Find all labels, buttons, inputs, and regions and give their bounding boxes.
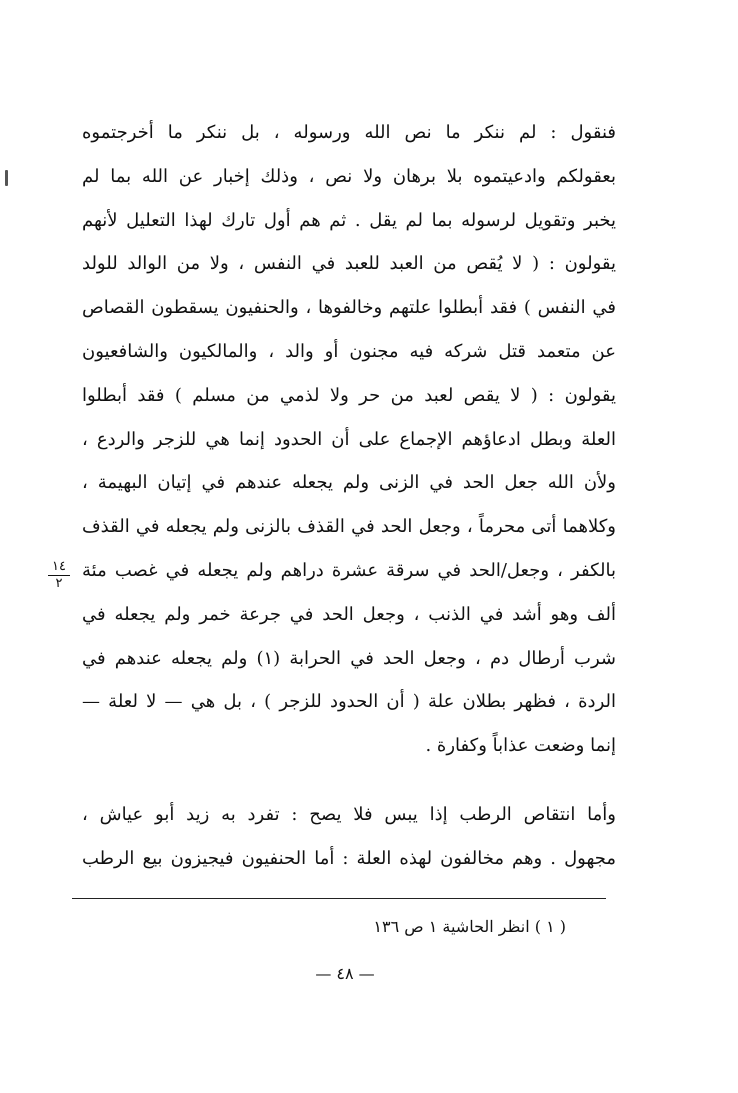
main-paragraph (82, 111, 616, 768)
text-line: يقولون : ( لا يقص لعبد من حر ولا لذمي من مسلم ) فقد أبطلوا (82, 384, 616, 406)
text-line: وأما انتقاص الرطب إذا يبس فلا يصح : تفرد به زيد أبو عياش ، (82, 804, 616, 825)
text-line: ولأن الله جعل الحد في الزنى ولم يجعله عندهم في إتيان البهيمة ، (82, 472, 616, 494)
margin-reference-bottom: ٢ (55, 576, 63, 591)
text-line: ألف وهو أشد في الذنب ، وجعل الحد في جرعة خمر ولم يجعله في (82, 603, 616, 625)
text-line: في النفس ) فقد أبطلوا علتهم وخالفوها ، والحنفيون يسقطون القصاص (82, 297, 616, 319)
text-line: يقولون : ( لا يُقص من العبد للعبد في النفس ، ولا من الوالد للولد (82, 253, 616, 275)
text-line: مجهول . وهم مخالفون لهذه العلة : أما الحنفيون فيجيزون بيع الرطب (82, 847, 616, 869)
margin-page-reference (48, 560, 70, 591)
text-line: العلة وبطل ادعاؤهم الإجماع على أن الحدود إنما هي للزجر والردع ، (82, 428, 616, 450)
page-number: — ٤٨ — (315, 964, 375, 983)
scan-edge-mark (5, 170, 8, 186)
text-line: عن متعمد قتل شركه فيه مجنون أو والد ، والمالكيون والشافعيون (82, 340, 616, 362)
second-paragraph (82, 793, 616, 881)
footnote-divider (72, 898, 606, 899)
text-line: إنما وضعت عذاباً وكفارة . (425, 735, 616, 757)
text-line: بعقولكم وادعيتموه بلا برهان ولا نص ، وذلك إخبار عن الله بما لم (82, 165, 616, 187)
text-line: وكلاهما أتى محرماً ، وجعل الحد في القذف بالزنى ولم يجعله في القذف (82, 516, 616, 538)
text-line: الردة ، فظهر بطلان علة ( أن الحدود للزجر ) ، بل هي — لا لعلة — (82, 691, 616, 713)
text-line: يخبر وتقويل لرسوله بما لم يقل . ثم هم أول تارك لهذا التعليل لأنهم (82, 209, 616, 231)
text-line: شرب أرطال دم ، وجعل الحد في الحرابة (١) ولم يجعله عندهم في (82, 647, 616, 669)
text-line: بالكفر ، وجعل/الحد في سرقة عشرة دراهم ولم يجعله في غصب مئة (82, 559, 616, 581)
margin-reference-top: ١٤ (48, 560, 70, 576)
text-line: فنقول : لم ننكر ما نص الله ورسوله ، بل ننكر ما أخرجتموه (82, 122, 616, 143)
footnote: ( ١ ) انظر الحاشية ١ ص ١٣٦ (373, 917, 566, 936)
